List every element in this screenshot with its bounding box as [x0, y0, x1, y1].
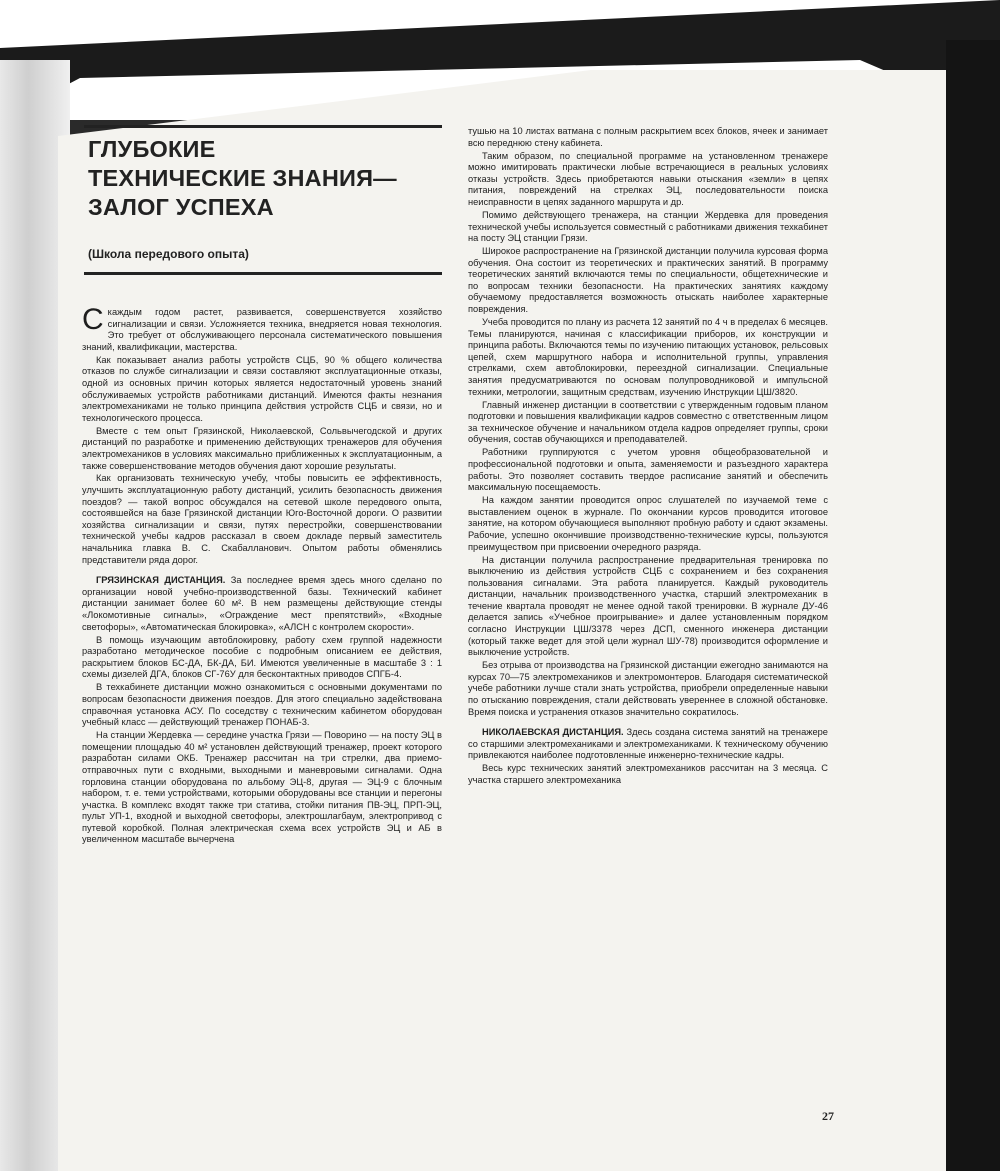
- left-text-column: [82, 307, 442, 1107]
- body-paragraph: Как показывает анализ работы устройств СЦБ, 90 % общего количества отказов по службе сигнализации и связи составляют эксплуатационные отказы, одной из основных причин которых является недостаточный уровень знаний обслуживаемых устройств работниками дистанций. Имеются факты незнания электромеханиками не только принципа действия устройств СЦБ и связи, но и технологического процесса.: [82, 354, 442, 423]
- body-paragraph: Вместе с тем опыт Грязинской, Николаевской, Сольвычегодской и других дистанций по разработке и применению действующих тренажеров для обучения электромехаников в условиях максимально приближенных к эксплуатационным, а также совершенствование методов обучения дают хорошие результаты.: [82, 425, 442, 471]
- title-bottom-rule: [84, 272, 442, 275]
- body-paragraph: В помощь изучающим автоблокировку, работу схем группой надежности разработано методическое пособие с подробным описанием ее действия, раскрытием блоков БС-ДА, БК-ДА, БИ. Имеются увеличенные в масштабе 3 : 1 схемы дизелей ДГА, блоков СГ-76У для бесконтактных приводов СПГБ-4.: [82, 634, 442, 680]
- body-paragraph: На каждом занятии проводится опрос слушателей по изучаемой теме с выставлением оценок в журнале. По окончании курсов проводится итоговое занятие, на котором обучающиеся выполняют пробную работу и сдают экзамены. Рабочие, успешно окончившие производственно-технические курсы, пользуются преимуществом при присвоении очередного разряда.: [468, 495, 828, 552]
- section-paragraph-gryazi: ГРЯЗИНСКАЯ ДИСТАНЦИЯ. За последнее время здесь много сделано по организации новой учебно-производственной базы. Технический кабинет дистанции занимает более 60 м². В нем размещены действующие стенды «Локомотивные сигналы», «Ограждение мест препятствий», «Входные светофоры», «Автоматическая блокировка», «АЛСН с контролем скорости».: [82, 575, 442, 632]
- body-paragraph: Как организовать техническую учебу, чтобы повысить ее эффективность, улучшить эксплуатационную работу дистанций, усилить безопасность движения поездов? — такой вопрос обсуждался на сетевой школе передового опыта, состоявшейся на базе Грязинской дистанции Юго-Восточной дороги. О развитии хозяйства сигнализации и связи, путях перестройки, совершенствовании технической учебы кадров рассказал в своем докладе первый заместитель начальника главка В. С. Скабалланович. Опытом работы обменялись представители ряда дорог.: [82, 473, 442, 565]
- title-top-rule: [84, 125, 442, 128]
- section-heading-nikolaev: НИКОЛАЕВСКАЯ ДИСТАНЦИЯ.: [482, 727, 624, 738]
- body-paragraph: Главный инженер дистанции в соответствии с утвержденным годовым планом подготовки и повышения квалификации кадров совместно с ответственным лицом за техническое обучение и начальником отдела кадров определяет группы, сроки обучения, состав обучающихся и преподавателей.: [468, 399, 828, 445]
- right-text-column: [468, 126, 828, 1110]
- body-paragraph: Без отрыва от производства на Грязинской дистанции ежегодно занимаются на курсах 70—75 электромехаников и электромонтеров. Благодаря систематической учебе работники лучше стали знать устройства, приобрели определенные навыки по отысканию повреждения, стали действовать увереннее в сложной обстановке. Время поиска и устранения отказов значительно сократилось.: [468, 660, 828, 717]
- body-paragraph: тушью на 10 листах ватмана с полным раскрытием всех блоков, ячеек и занимает всю переднюю стену кабинета.: [468, 126, 828, 148]
- article-subtitle: (Школа передового опыта): [88, 247, 249, 261]
- section-heading-gryazi: ГРЯЗИНСКАЯ ДИСТАНЦИЯ.: [96, 575, 226, 586]
- page-number: 27: [822, 1109, 834, 1123]
- body-paragraph: Учеба проводится по плану из расчета 12 занятий по 4 ч в пределах 6 месяцев. Темы планируются, начиная с классификации приборов, их конструкции и принципа работы. Включаются темы по изучению питающих установок, рельсовых цепей, схем маршрутного набора и исполнительной группы, управления стрелками, схем автоблокировки, переездной сигнализации. Специальные занятия предусматриваются по основам полупроводниковой и импульсной техники, метрологии, защитным средствам, изучению Инструкции ЦШ/3820.: [468, 317, 828, 397]
- article-title: ГЛУБОКИЕ ТЕХНИЧЕСКИЕ ЗНАНИЯ— ЗАЛОГ УСПЕХА: [88, 136, 397, 220]
- intro-paragraph: Скаждым годом растет, развивается, совершенствуется хозяйство сигнализации и связи. Усложняется техника, внедряется новая технология. Это требует от обслуживающего персонала систематического повышения знаний, квалификации, мастерства.: [82, 307, 442, 352]
- body-paragraph: Помимо действующего тренажера, на станции Жердевка для проведения технической учебы используется совместный с работниками движения техкабинет на посту ЭЦ станции Грязи.: [468, 209, 828, 244]
- drop-cap: С: [82, 307, 104, 336]
- body-paragraph: Работники группируются с учетом уровня общеобразовательной и профессиональной подготовки и опыта, заменяемости и разъездного характера работы. Это позволяет составить твердое расписание занятий и обеспечить максимальную посещаемость.: [468, 447, 828, 493]
- body-paragraph: Таким образом, по специальной программе на установленном тренажере можно имитировать практически любые встречающиеся в реальных условиях отказы устройств. Здесь приобретаются навыки отыскания «земли» в цепях питания, повреждений на стрелках ЭЦ, последовательности поиска неисправности в цепях заданного маршрута и др.: [468, 150, 828, 207]
- body-paragraph: Весь курс технических занятий электромехаников рассчитан на 3 месяца. С участка старшего электромеханика: [468, 763, 828, 785]
- body-paragraph: Широкое распространение на Грязинской дистанции получила курсовая форма обучения. Она состоит из теоретических и практических занятий. В программу теоретических занятий включаются темы по специальности, общетехнические и по вопросам техники безопасности. На практических занятиях каждому обучаемому предоставляется возможность отыскать наиболее характерные повреждения.: [468, 246, 828, 315]
- scan-right-edge: [946, 40, 1000, 1171]
- body-paragraph: На станции Жердевка — середине участка Грязи — Поворино — на посту ЭЦ в помещении площадью 40 м² установлен действующий тренажер, проект которого разработан силами ОКБ. Тренажер рассчитан на три стрелки, два приемо-отправочных пути с входными, выходными и маневровыми сигналами. Одна горловина станции оборудована по альбому ЭЦ-8, другая — ЭЦ-9 с блочным набором, т. е. теми устройствами, которыми оборудованы все станции и перегоны участка. В комплекс входят также три статива, стойки питания ПВ-ЭЦ, ПРП-ЭЦ, пульт УП-1, входной и выходной светофоры, электрошлагбаум, электропривод с путевой коробкой. Полная электрическая схема всех устройств ЭЦ и АБ в увеличенном масштабе вычерчена: [82, 730, 442, 845]
- body-paragraph: На дистанции получила распространение предварительная тренировка по выключению из действия устройств СЦБ с сохранением и без сохранения пользования сигналами. Эта работа планируется. Каждый руководитель дистанции, начальник производственного участка, старший электромеханик в течение квартала проводят не менее одной такой тренировки. В журнале ДУ-46 делается запись «Учебное проигрывание» и далее установленным порядком согласно Инструкции ЦШ/3378 через ДСП, сменного инженера дистанции (который также ведет для этой цели журнал ШУ-78) производится оформление и выключение устройств.: [468, 554, 828, 658]
- section-paragraph-nikolaev: НИКОЛАЕВСКАЯ ДИСТАНЦИЯ. Здесь создана система занятий на тренажере со старшими электромеханиками и электромеханиками. К техническому обучению привлекаются наиболее подготовленные инженерно-технические кадры.: [468, 727, 828, 761]
- body-paragraph: В техкабинете дистанции можно ознакомиться с основными документами по вопросам безопасности движения поездов. Для этого специально задействована справочная установка АСУ. По соседству с техническим кабинетом оборудован учебный класс — действующий тренажер ПОНАБ-3.: [82, 682, 442, 728]
